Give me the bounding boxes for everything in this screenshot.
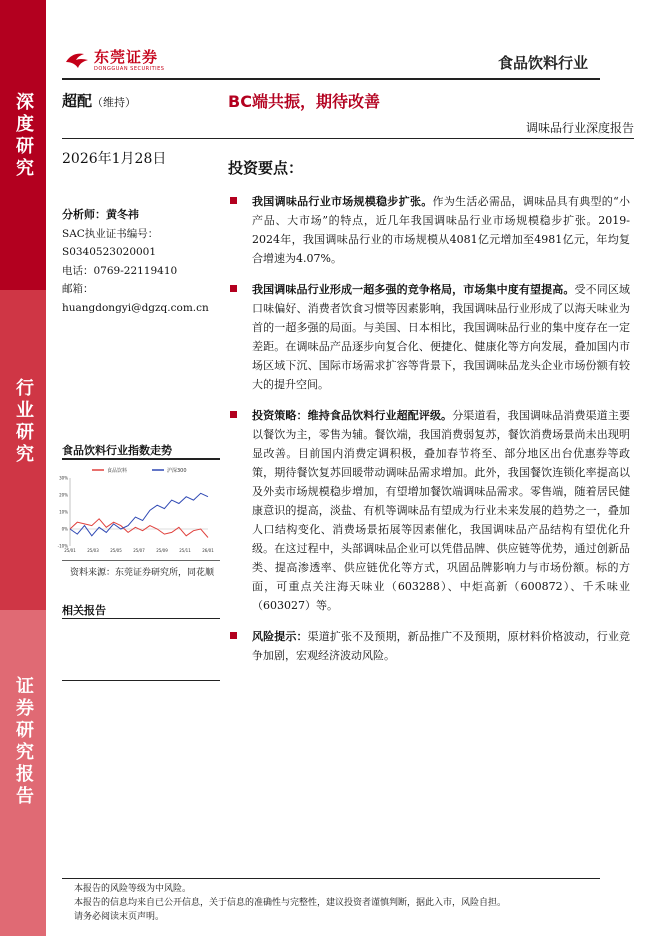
key-point-lead: 我国调味品行业形成一超多强的竞争格局，市场集中度有望提高。 [252, 283, 575, 296]
industry-label: 食品饮料行业 [497, 54, 588, 72]
bullet-square-icon [230, 285, 237, 292]
y-tick-label: 0% [61, 526, 68, 532]
key-point-lead: 投资策略：维持食品饮料行业超配评级。 [252, 409, 453, 422]
bullet-square-icon [230, 411, 237, 418]
key-point-strategy [228, 406, 630, 615]
analyst-sac-label: SAC执业证书编号： [62, 227, 159, 240]
key-point-lead: 风险提示： [252, 630, 308, 643]
report-title: BC端共振，期待改善 [228, 92, 380, 111]
x-tick-label: 25/07 [133, 548, 145, 553]
x-tick-label: 25/05 [110, 548, 122, 553]
chart-bottom-rule [62, 560, 220, 561]
analyst-phone: 电话：0769-22119410 [62, 264, 178, 277]
y-tick-label: 30% [59, 475, 68, 481]
sidebar-label-report: 证券研究报告 [13, 676, 34, 808]
sidebar-label-industry: 行业研究 [13, 378, 34, 466]
sidebar-block-report [0, 610, 46, 936]
section-title: 投资要点： [228, 159, 304, 177]
chart-source: 资料来源：东莞证券研究所，同花顺 [70, 568, 215, 578]
analyst-email-label: 邮箱： [62, 283, 94, 295]
sidebar-block-industry [0, 290, 46, 610]
rating-note: （维持） [92, 96, 137, 109]
x-tick-label: 25/11 [179, 548, 191, 553]
sidebar-label-deep: 深度研究 [13, 92, 34, 180]
analyst-email[interactable]: huangdongyi@dgzq.com.cn [62, 301, 209, 314]
analyst-name: 分析师：黄冬祎 [62, 208, 139, 221]
related-bottom-rule [62, 680, 220, 681]
related-top-rule [62, 618, 220, 619]
key-point-competition [228, 280, 630, 394]
key-point-scale [228, 192, 630, 268]
x-tick-label: 25/09 [156, 548, 168, 553]
brand-name-cn: 东莞证券 [94, 48, 159, 66]
legend-label: 沪深300 [167, 468, 187, 474]
x-tick-label: 25/01 [64, 548, 76, 553]
bullet-square-icon [230, 632, 237, 639]
title-divider [62, 138, 634, 139]
rating-value: 超配 [62, 92, 93, 110]
key-point-risk [228, 627, 630, 665]
y-tick-label: 10% [59, 509, 68, 515]
key-point-text: 受不同区域口味偏好、消费者饮食习惯等因素影响，我国调味品行业形成了以海天味业为首的一超多强的局面。与美国、日本相比，我国调味品行业的集中度存在一定差距。在调味品产品逐步向复合化、便捷化、健康化等方向发展，叠加国内市场区域下沉、国际市场需求扩容等背景下，我国调味品龙头企业市场份额有较大的提升空间。 [252, 283, 631, 391]
analyst-sac-no: S0340523020001 [62, 246, 157, 258]
footer-divider [62, 878, 600, 879]
brand-name-en: DONGGUAN SECURITIES [94, 66, 165, 72]
footer-line-disclaimer: 本报告的信息均来自已公开信息，关于信息的准确性与完整性，建议投资者谨慎判断，据此入市，风险自担。 [74, 898, 507, 908]
header-divider [62, 78, 600, 80]
key-point-lead: 我国调味品行业市场规模稳步扩张。 [252, 195, 433, 208]
sidebar-block-deep [0, 0, 46, 290]
rating [62, 90, 136, 111]
key-points [228, 192, 630, 677]
sidebar [0, 0, 46, 936]
x-tick-label: 26/01 [202, 548, 214, 553]
y-tick-label: -10% [57, 543, 68, 549]
bullet-square-icon [230, 197, 237, 204]
key-point-text: 作为生活必需品，调味品具有典型的“小产品、大市场”的特点，近几年我国调味品行业市场规模稳步扩张。2019-2024年，我国调味品行业的市场规模从4081亿元增加至4981亿元，年均复合增速为4.07%。 [252, 195, 630, 265]
logo-mark-icon [64, 50, 90, 72]
key-point-text: 分渠道看，我国调味品消费渠道主要以餐饮为主，零售为辅。餐饮端，我国消费弱复苏，餐饮消费场景尚未出现明显改善。目前国内消费定调积极，叠加春节将至、部分地区出台优惠券等政策，期待餐饮复苏回暖带动调味品需求增加。此外，我国餐饮连锁化率提高以及外卖市场规模稳步增加，有望增加餐饮端调味品需求。零售端，随着居民健康意识的提高，淡盐、有机等调味品有望成为行业未来发展的趋势之一，叠加人口结构变化、消费场景拓展等因素催化，我国调味品产品结构有望优化升级。在这过程中，头部调味品企业可以凭借品牌、供应链等优势，通过创新品类、提高渗透率、供应链优化等方式，巩固品牌影响力与市场份额。标的方面，可重点关注海天味业（603288）、中炬高新（600872）、千禾味业（603027）等。 [252, 409, 631, 612]
analyst-info [62, 206, 209, 317]
report-type: 调味品行业深度报告 [525, 121, 634, 135]
key-point-text: 渠道扩张不及预期，新品推广不及预期，原材料价格波动，行业竞争加剧，宏观经济波动风险。 [252, 630, 631, 662]
report-date: 2026年1月28日 [62, 151, 167, 167]
x-tick-label: 25/03 [87, 548, 99, 553]
brand-logo [64, 50, 164, 72]
footer [74, 882, 506, 924]
chart-title: 食品饮料行业指数走势 [62, 444, 172, 457]
legend-label: 食品饮料 [107, 468, 128, 474]
footer-line-risk: 本报告的风险等级为中风险。 [74, 884, 192, 894]
y-tick-label: 20% [59, 492, 68, 498]
footer-line-notice: 请务必阅读末页声明。 [74, 912, 165, 922]
related-reports-title: 相关报告 [62, 604, 106, 617]
chart-top-rule [62, 458, 220, 460]
index-chart [57, 462, 220, 558]
